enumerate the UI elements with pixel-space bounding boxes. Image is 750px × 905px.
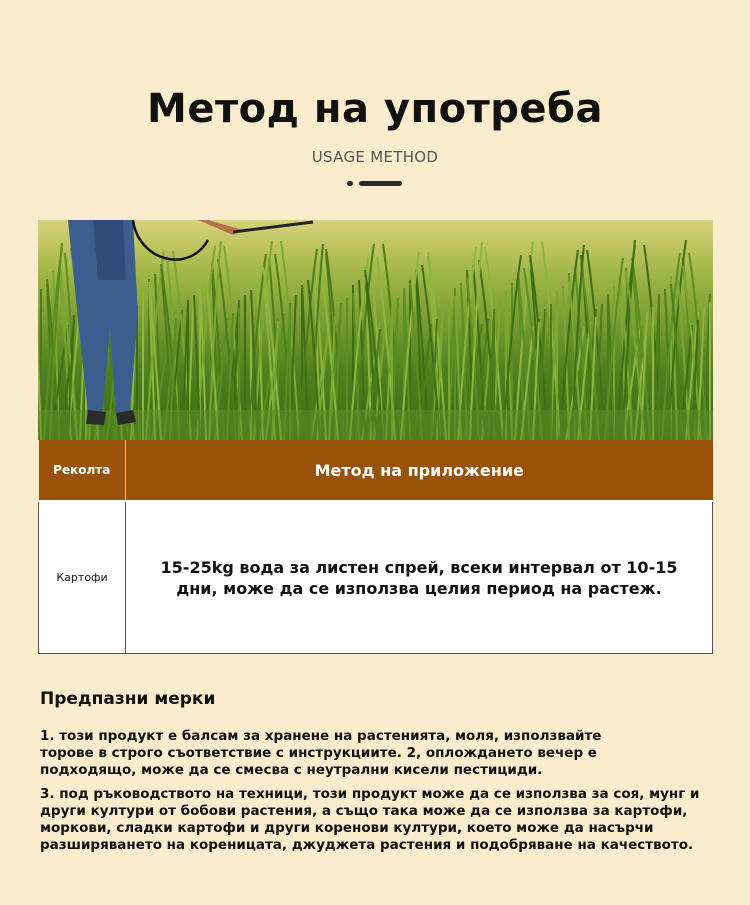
page-subtitle: USAGE METHOD	[311, 148, 439, 166]
table-header-row	[39, 440, 713, 501]
cell-crop: Картофи	[39, 501, 126, 654]
header-method: Метод на приложение	[126, 440, 713, 501]
cell-method: 15-25kg вода за листен спрей, всеки интервал от 10-15 дни, може да се използва целия период на растеж.	[126, 501, 713, 654]
divider-bar	[359, 181, 402, 186]
precaution-paragraph-1: 1. този продукт е балсам за хранене на растенията, моля, използвайте торове в строго съответствие с инструкциите. 2, оплождането вечер е подходящо, може да се смесва с неутрални кисели пестициди.	[40, 728, 602, 778]
table-row	[39, 501, 713, 654]
farmer-spraying-image	[38, 220, 713, 440]
precautions-title: Предпазни мерки	[40, 689, 216, 709]
application-table	[38, 440, 713, 654]
divider-dot	[347, 181, 353, 186]
page-title: Метод на употреба	[147, 86, 603, 132]
precaution-paragraph-2: 3. под ръководството на техници, този продукт може да се използва за соя, мунг и други култури от бобови растения, а също така може да се използва за картофи, моркови, сладки картофи и други коренови култури, което може да насърчи разширяването на кореницата, джуджета растения и подобряване на качеството.	[40, 786, 700, 853]
rice-field-photo	[38, 220, 713, 440]
header-crop: Реколта	[39, 440, 126, 501]
